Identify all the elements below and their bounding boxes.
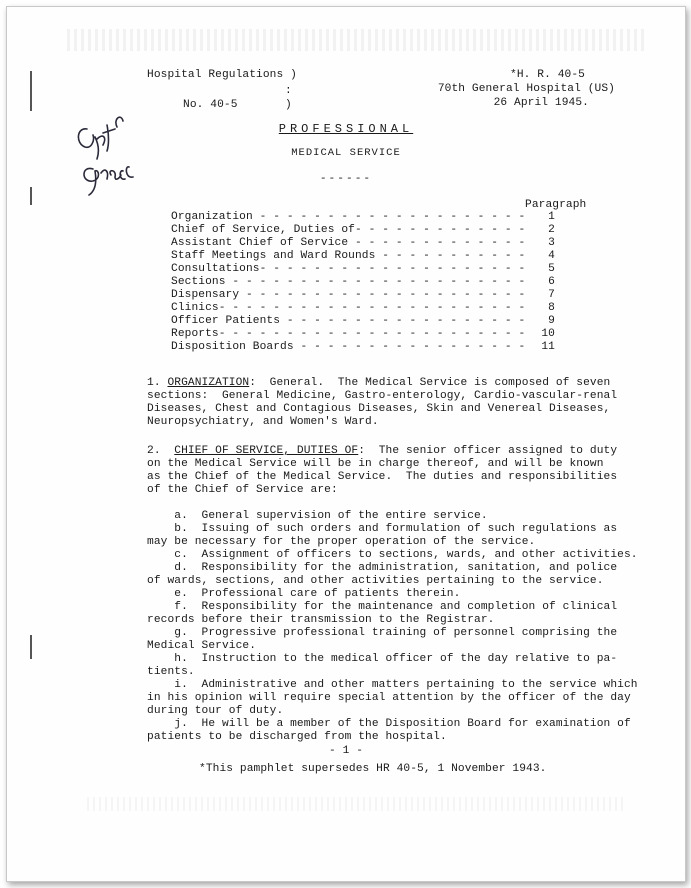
toc-item: Officer Patients - - - - - - - - - - - - - - - - - - xyxy=(171,315,526,327)
toc-item: Dispensary - - - - - - - - - - - - - - - - - - - - - xyxy=(171,289,526,301)
toc-item-number: 1 xyxy=(548,211,555,223)
toc-item-number: 7 xyxy=(548,289,555,301)
toc-item-number: 8 xyxy=(548,302,555,314)
margin-mark xyxy=(30,71,32,111)
header-hospital: 70th General Hospital (US) xyxy=(437,83,615,95)
header-regulations: Hospital Regulations ) xyxy=(147,69,297,81)
footnote: *This pamphlet supersedes HR 40-5, 1 November 1943. xyxy=(199,763,547,775)
toc-item: Sections - - - - - - - - - - - - - - - - - - - - - - xyxy=(171,276,526,288)
section-1-line: Neuropsychiatry, and Women's Ward. xyxy=(147,416,379,428)
header-colon: : xyxy=(285,85,292,97)
header-hr-number: *H. R. 40-5 xyxy=(510,69,585,81)
duty-item: patients to be discharged from the hospital. xyxy=(147,731,447,743)
duty-item: j. He will be a member of the Disposition Board for examination of xyxy=(147,718,631,730)
section-2-line: as the Chief of the Medical Service. The duties and responsibilities xyxy=(147,471,618,483)
header-paren: ) xyxy=(285,99,292,111)
section-1-line: Diseases, Chest and Contagious Diseases, Skin and Venereal Diseases, xyxy=(147,403,611,415)
duty-item: e. Professional care of patients therein. xyxy=(147,588,461,600)
toc-item: Consultations- - - - - - - - - - - - - - - - - - - - xyxy=(171,263,526,275)
duty-item: of wards, sections, and other activities pertaining to the service. xyxy=(147,575,604,587)
toc-item: Disposition Boards - - - - - - - - - - - - - - - - - xyxy=(171,341,526,353)
duty-item: b. Issuing of such orders and formulation of such regulations as xyxy=(147,523,618,535)
toc-item: Staff Meetings and Ward Rounds - - - - - - - - - - - xyxy=(171,250,526,262)
duty-item: may be necessary for the proper operation of the service. xyxy=(147,536,536,548)
toc-item-number: 10 xyxy=(541,328,555,340)
duty-item: g. Progressive professional training of personnel comprising the xyxy=(147,627,618,639)
document-subtitle: MEDICAL SERVICE xyxy=(291,147,401,159)
duty-item: a. General supervision of the entire service. xyxy=(147,510,488,522)
section-1-first-line xyxy=(147,377,610,390)
toc-item-number: 3 xyxy=(548,237,555,249)
document-page xyxy=(6,6,686,882)
duty-item: d. Responsibility for the administration, sanitation, and police xyxy=(147,562,618,574)
duty-item: during tour of duty. xyxy=(147,705,284,717)
toc-item-number: 5 xyxy=(548,263,555,275)
page-number: - 1 - xyxy=(328,745,364,757)
duty-item: i. Administrative and other matters pertaining to the service which xyxy=(147,679,638,691)
section-2-first-line xyxy=(147,445,617,458)
duty-item: h. Instruction to the medical officer of the day relative to pa- xyxy=(147,653,618,665)
section-1-number: 1. xyxy=(147,377,161,389)
margin-mark xyxy=(30,187,32,205)
duty-item: tients. xyxy=(147,666,195,678)
scan-smudge-top xyxy=(67,29,647,51)
header-date: 26 April 1945. xyxy=(493,97,589,109)
section-2-line: on the Medical Service will be in charge thereof, and will be known xyxy=(147,458,604,470)
section-2-heading: CHIEF OF SERVICE, DUTIES OF xyxy=(174,445,359,457)
margin-mark xyxy=(30,635,32,659)
duty-item: c. Assignment of officers to sections, wards, and other activities. xyxy=(147,549,638,561)
toc-item: Clinics- - - - - - - - - - - - - - - - - - - - - - - xyxy=(171,302,526,314)
toc-item: Chief of Service, Duties of- - - - - - - - - - - - - xyxy=(171,224,526,236)
duty-item: Medical Service. xyxy=(147,640,257,652)
section-1-text: : General. The Medical Service is composed of seven xyxy=(249,377,611,389)
section-2-line: of the Chief of Service are: xyxy=(147,484,338,496)
header-number: No. 40-5 xyxy=(183,99,238,111)
title-rule: ------ xyxy=(319,173,373,185)
toc-item-number: 2 xyxy=(548,224,555,236)
scan-smudge-bottom xyxy=(87,797,627,811)
document-title: PROFESSIONAL xyxy=(278,122,414,136)
section-2-number: 2. xyxy=(147,445,161,457)
toc-paragraph-header: Paragraph xyxy=(525,199,587,211)
toc-item-number: 4 xyxy=(548,250,555,262)
duty-item: f. Responsibility for the maintenance and completion of clinical xyxy=(147,601,618,613)
toc-item-number: 11 xyxy=(541,341,555,353)
duty-item: in his opinion will require special attention by the officer of the day xyxy=(147,692,631,704)
toc-item: Organization - - - - - - - - - - - - - - - - - - - - xyxy=(171,211,526,223)
toc-item-number: 9 xyxy=(548,315,555,327)
section-2-text: : The senior officer assigned to duty xyxy=(358,445,618,457)
section-1-heading: ORGANIZATION xyxy=(167,377,250,389)
duty-item: records before their transmission to the Registrar. xyxy=(147,614,495,626)
toc-item: Reports- - - - - - - - - - - - - - - - - - - - - - - xyxy=(171,328,526,340)
section-1-line: sections: General Medicine, Gastro-enterology, Cardio-vascular-renal xyxy=(147,390,618,402)
toc-item-number: 6 xyxy=(548,276,555,288)
toc-item: Assistant Chief of Service - - - - - - - - - - - - - xyxy=(171,237,526,249)
